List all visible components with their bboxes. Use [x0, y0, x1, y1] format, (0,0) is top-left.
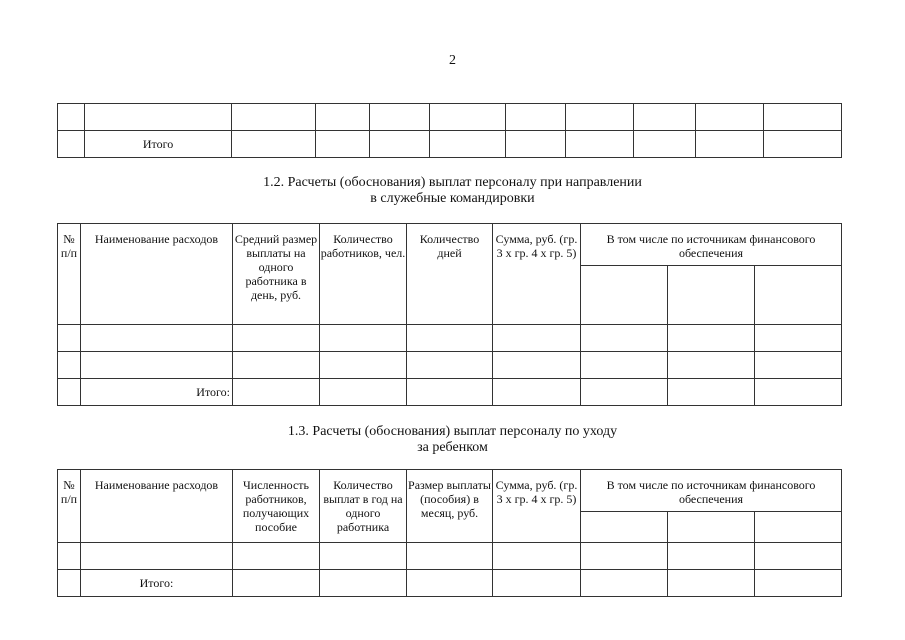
col-sum-header: Сумма, руб. (гр. 3 х гр. 4 х гр. 5)	[493, 470, 581, 543]
table-row	[58, 104, 842, 131]
total-label: Итого:	[81, 379, 233, 406]
childcare-table	[57, 469, 842, 597]
col-workers-header: Численность работников, получающих пособие	[233, 470, 320, 543]
table-row	[58, 352, 842, 379]
header-row	[58, 224, 842, 266]
col-size-header: Размер выплаты (пособия) в месяц, руб.	[407, 470, 493, 543]
header-row	[58, 470, 842, 512]
table-total-row	[58, 379, 842, 406]
col-num-header: № п/п	[58, 470, 81, 543]
col-name-header: Наименование расходов	[81, 224, 233, 325]
col-num-header: № п/п	[58, 224, 81, 325]
table-total-row	[58, 131, 842, 158]
total-label: Итого	[85, 131, 232, 158]
col-sources-header: В том числе по источникам финансового обеспечения	[581, 470, 842, 512]
col-days-header: Количество дней	[407, 224, 493, 325]
page-number: 2	[449, 53, 456, 68]
section-1-3-title: 1.3. Расчеты (обоснования) выплат персоналу по уходу за ребенком	[287, 424, 618, 455]
col-avg-header: Средний размер выплаты на одного работника в день, руб.	[233, 224, 320, 325]
col-name-header: Наименование расходов	[81, 470, 233, 543]
table-total-row	[58, 570, 842, 597]
table-row	[58, 325, 842, 352]
col-payments-header: Количество выплат в год на одного работника	[320, 470, 407, 543]
col-sum-header: Сумма, руб. (гр. 3 х гр. 4 х гр. 5)	[493, 224, 581, 325]
section-1-2-title: 1.2. Расчеты (обоснования) выплат персоналу при направлении в служебные командировки	[263, 175, 642, 206]
continuation-table	[57, 103, 842, 158]
total-label: Итого:	[81, 570, 233, 597]
table-row	[58, 543, 842, 570]
col-sources-header: В том числе по источникам финансового обеспечения	[581, 224, 842, 266]
business-trip-table	[57, 223, 842, 406]
col-count-header: Количество работников, чел.	[320, 224, 407, 325]
